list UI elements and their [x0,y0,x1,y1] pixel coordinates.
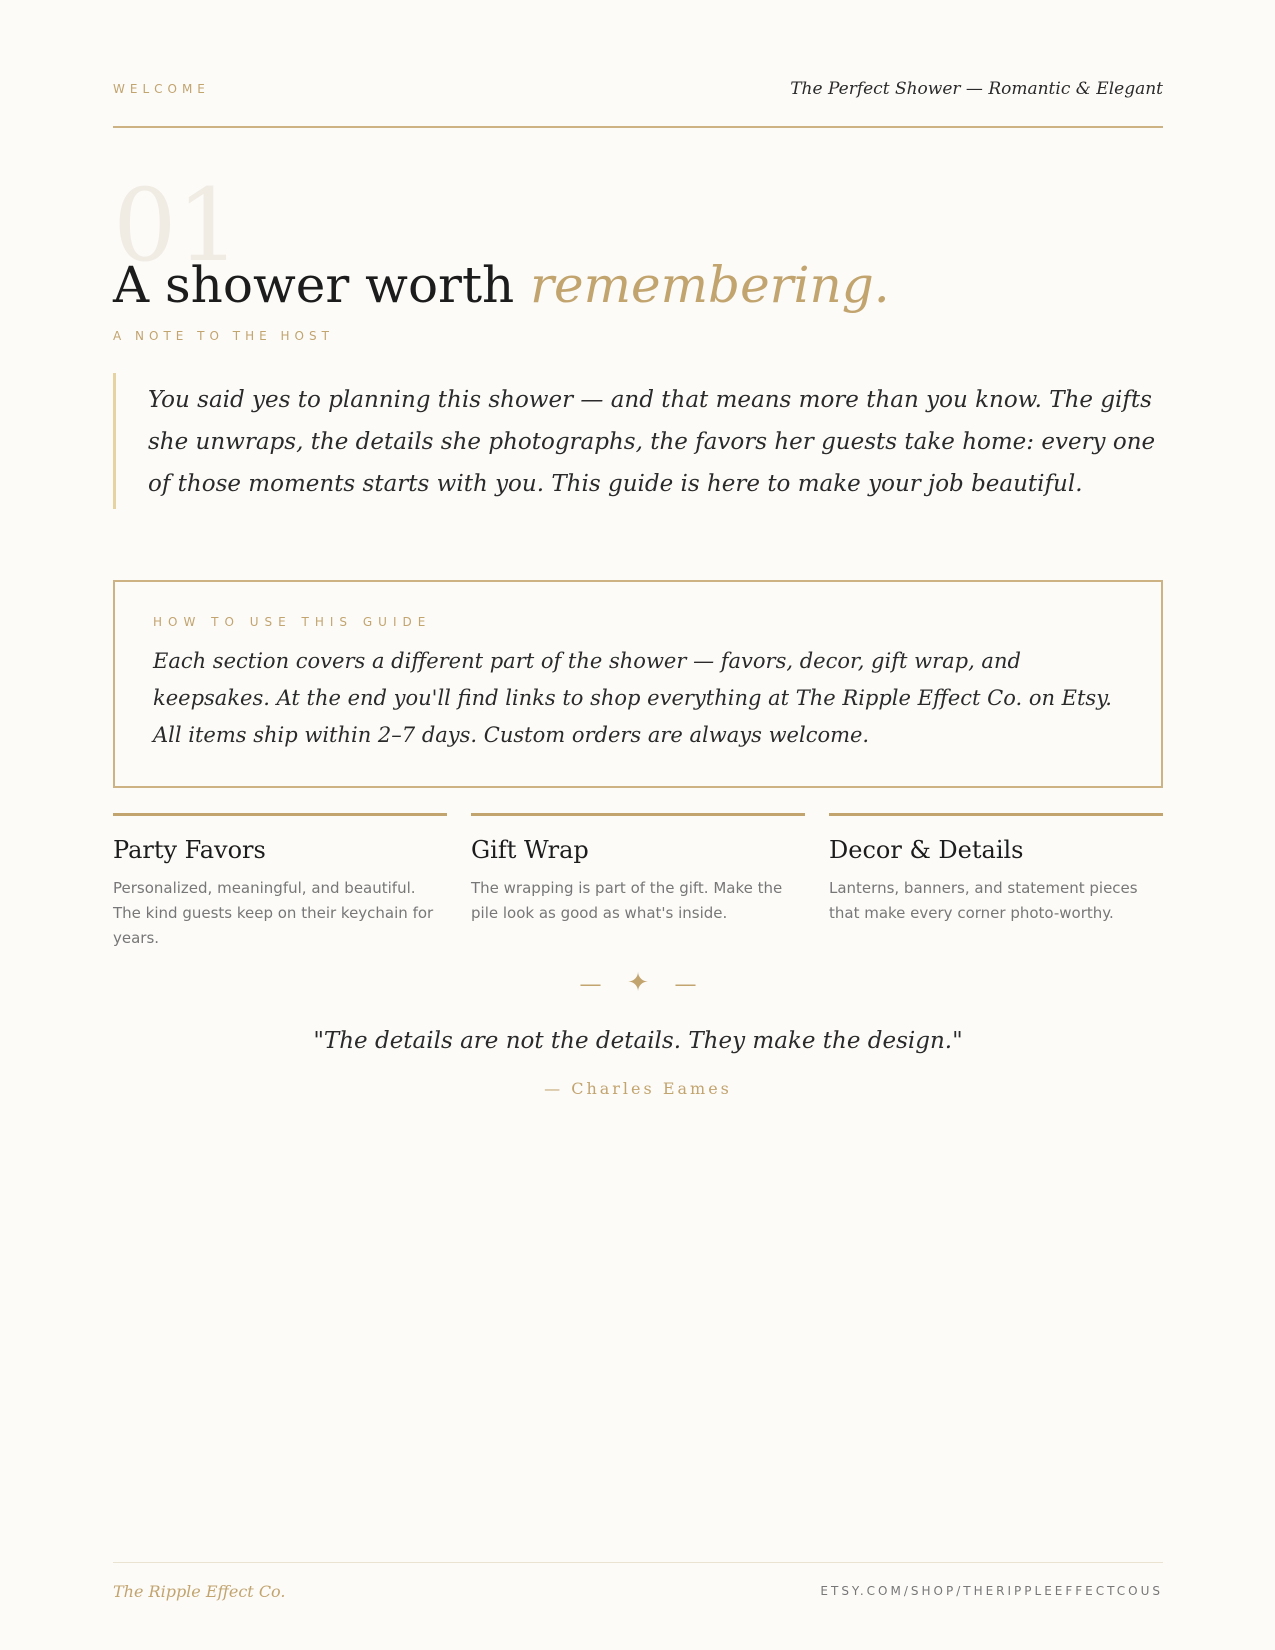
header-divider [113,126,1163,128]
pull-quote: "The details are not the details. They make the design." [313,1028,963,1054]
quote-attribution: — Charles Eames [544,1079,732,1098]
page [113,0,1163,1650]
headline-main: A shower worth [113,256,515,314]
footer-brand: The Ripple Effect Co. [113,1582,286,1601]
column-title: Party Favors [113,836,266,864]
category-columns [113,813,1163,963]
column-title: Decor & Details [829,836,1024,864]
section-number: 01 [113,167,241,284]
welcome-eyebrow: WELCOME [113,82,210,96]
intro-text: You said yes to planning this shower — and that means more than you know. The gifts she unwraps, the details she photographs, the favors her guests take home: every one of those moments starts with you. This guide is here to make your job beautiful. [148,387,1156,497]
footer-divider [113,1562,1163,1563]
four-point-star-icon: ✦ [627,968,649,998]
column-gift-wrap [471,813,805,926]
column-decor-details [829,813,1163,926]
headline-accent: remembering. [530,256,890,314]
document-title: The Perfect Shower — Romantic & Elegant [790,79,1163,99]
ornament-dash-right: — [674,972,697,997]
footer-shop-url[interactable]: ETSY.COM/SHOP/THERIPPLEEFFECTCOUS [820,1584,1163,1598]
column-text: Lanterns, banners, and statement pieces that make every corner photo-worthy. [829,879,1138,922]
column-title: Gift Wrap [471,836,589,864]
ornament-dash-left: — [579,972,602,997]
page-title [113,257,890,315]
ornament-divider [113,968,1163,998]
column-party-favors [113,813,447,951]
guide-text: Each section covers a different part of the shower — favors, decor, gift wrap, and keepsakes. At the end you'll find links to shop everything at The Ripple Effect Co. on Etsy. All items ship within 2–7 days. Custom orders are always welcome. [153,649,1112,747]
column-text: Personalized, meaningful, and beautiful. The kind guests keep on their keychain for years. [113,879,434,947]
column-text: The wrapping is part of the gift. Make the pile look as good as what's inside. [471,879,783,922]
guide-label: HOW TO USE THIS GUIDE [153,615,432,629]
page-header [113,79,1163,112]
how-to-use-box [113,580,1163,788]
intro-blockquote [113,373,1163,509]
note-eyebrow: A NOTE TO THE HOST [113,329,334,343]
